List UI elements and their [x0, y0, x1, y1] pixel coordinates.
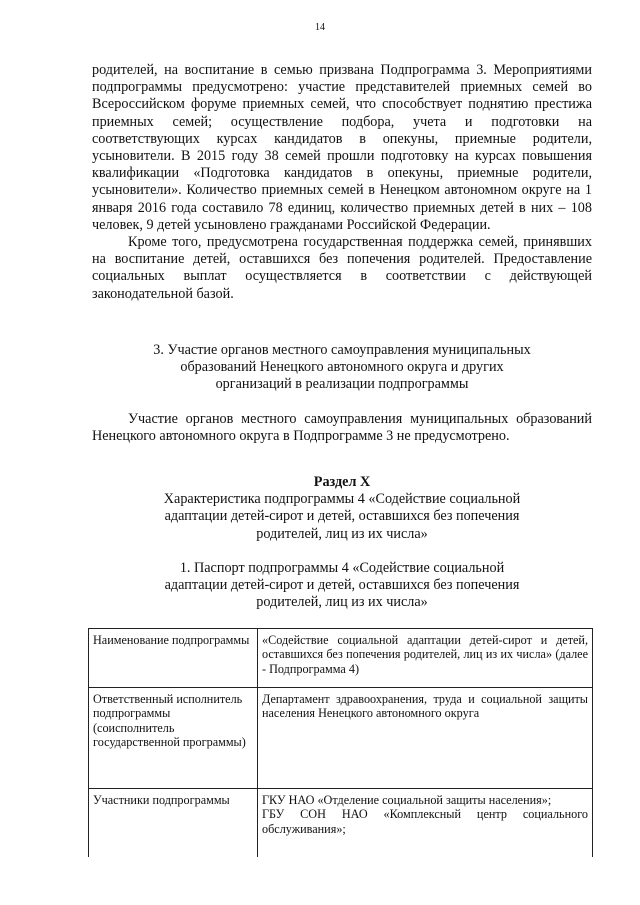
page-number: 14 — [315, 22, 325, 33]
table-cell-label: Ответственный исполнитель подпрограммы (соисполнитель государственной программы) — [89, 688, 258, 789]
section-3-heading — [92, 342, 592, 394]
table-cell-value: «Содействие социальной адаптации детей-сирот и детей, оставшихся без попечения родителей, лиц из их числа» (далее - Подпрограмма 4) — [258, 629, 593, 688]
body-text — [92, 62, 592, 303]
section-3-heading-line-3: организаций в реализации подпрограммы — [215, 376, 469, 393]
table-row — [89, 629, 593, 688]
section-3 — [92, 342, 592, 445]
passport-heading-line-2: адаптации детей-сирот и детей, оставшихся без попечения — [164, 577, 520, 594]
passport-heading-line-1: 1. Паспорт подпрограммы 4 «Содействие социальной — [179, 559, 505, 576]
section-x-title: Раздел X — [313, 474, 371, 490]
section-x-subtitle-line-1: Характеристика подпрограммы 4 «Содействие социальной — [163, 491, 521, 508]
table-row — [89, 688, 593, 789]
body-paragraph-2: Кроме того, предусмотрена государственная поддержка семей, принявших на воспитание детей, оставшихся без попечения родителей. Предоставление социальных выплат осуществляется в соответствии с действующей законодательной базой. — [92, 234, 592, 302]
section-x-subtitle-line-2: адаптации детей-сирот и детей, оставшихся без попечения — [164, 508, 520, 525]
passport-table — [88, 628, 593, 857]
table-cell-value — [258, 789, 593, 858]
participant-line-2: ГБУ СОН НАО «Комплексный центр социального обслуживания»; — [262, 807, 588, 836]
section-x-subtitle — [92, 491, 592, 543]
passport-heading — [92, 560, 592, 612]
passport-heading-line-3: родителей, лиц из их числа» — [256, 594, 428, 611]
table-cell-label: Наименование подпрограммы — [89, 629, 258, 688]
table-cell-value: Департамент здравоохранения, труда и социальной защиты населения Ненецкого автономного округа — [258, 688, 593, 789]
section-x — [92, 474, 592, 611]
section-3-heading-line-1: 3. Участие органов местного самоуправления муниципальных — [153, 342, 531, 358]
participant-line-1: ГКУ НАО «Отделение социальной защиты населения»; — [262, 793, 552, 807]
section-3-heading-line-2: образований Ненецкого автономного округа и других — [180, 359, 504, 376]
table-row — [89, 789, 593, 858]
table-cell-label: Участники подпрограммы — [89, 789, 258, 858]
section-3-paragraph: Участие органов местного самоуправления муниципальных образований Ненецкого автономного округа в Подпрограмме 3 не предусмотрено. — [92, 410, 592, 444]
body-paragraph-1: родителей, на воспитание в семью призвана Подпрограмма 3. Мероприятиями подпрограммы предусмотрено: участие представителей приемных семей во Всероссийском форуме приемных семей, что способствует поднятию престижа приемных семей; осуществление подбора, учета и подготовки на соответствующих курсах кандидатов в опекуны, приемные родители, усыновители. В 2015 году 38 семей прошли подготовку на курсах повышения квалификации «Подготовка кандидатов в опекуны, приемные родители, усыновители». Количество приемных семей в Ненецком автономном округе на 1 января 2016 года составило 78 единиц, количество приемных детей в них – 108 человек, 9 детей усыновлено гражданами Российской Федерации. — [92, 62, 592, 233]
section-x-subtitle-line-3: родителей, лиц из их числа» — [256, 525, 428, 542]
